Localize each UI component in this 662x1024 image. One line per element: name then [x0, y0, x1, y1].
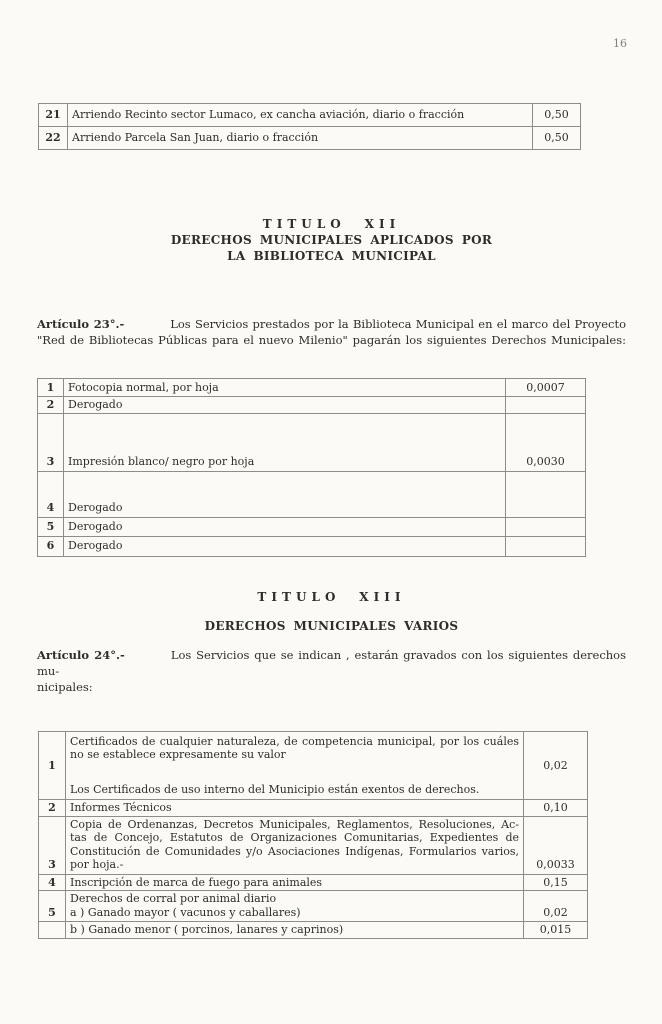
row-number: 3 [39, 816, 66, 874]
varios-table [38, 731, 588, 939]
titulo-xiii-title: TITULO XIII [257, 590, 406, 604]
row-value: 0,50 [533, 127, 581, 150]
description-line: Constitución de Comunidades y/o Asociaciones Indígenas, Formularios varios, [70, 844, 519, 858]
paragraph-line [37, 333, 626, 349]
row-description [66, 732, 524, 800]
row-value: 0,0033 [524, 816, 588, 874]
row-description: Impresión blanco/ negro por hoja [64, 413, 506, 471]
row-number: 3 [38, 413, 64, 471]
row-description: Derogado [64, 471, 506, 517]
row-number: 4 [38, 471, 64, 517]
description-column [70, 735, 519, 797]
description-line: Derechos de corral por animal diario [70, 892, 277, 905]
titulo-xiii-subtitle: DERECHOS MUNICIPALES VARIOS [204, 619, 459, 633]
table-row [39, 922, 588, 939]
row-description: Arriendo Parcela San Juan, diario o fracción [68, 127, 533, 150]
row-value: 0,0007 [506, 379, 586, 397]
row-description: Derogado [64, 397, 506, 414]
row-number: 22 [39, 127, 68, 150]
row-number: 21 [39, 104, 68, 127]
description-line: a ) Ganado mayor ( vacunos y caballares) [70, 905, 301, 919]
row-number: 1 [39, 732, 66, 800]
row-value [506, 471, 586, 517]
row-description: Fotocopia normal, por hoja [64, 379, 506, 397]
row-value: 0,50 [533, 104, 581, 127]
titulo-xii-title: TITULO XII [262, 217, 401, 231]
row-number [39, 922, 66, 939]
table-row [38, 536, 586, 556]
row-description [66, 891, 524, 922]
row-number: 2 [39, 800, 66, 817]
row-description: Inscripción de marca de fuego para animales [66, 874, 524, 891]
paragraph-line [37, 648, 626, 680]
row-number: 6 [38, 536, 64, 556]
table-row [39, 816, 588, 874]
titulo-xiii-heading [37, 589, 626, 634]
table-row [39, 891, 588, 922]
paragraph-text: nicipales: [37, 679, 93, 694]
paragraph-text: "Red de Bibliotecas Públicas para el nuevo Milenio" pagarán los siguientes Derechos Municipales: [37, 332, 626, 347]
paragraph-line [37, 317, 626, 333]
table-row [38, 471, 586, 517]
paragraph-text: Los Servicios prestados por la Biblioteca Municipal en el marco del Proyecto [170, 317, 626, 331]
row-description: Derogado [64, 536, 506, 556]
titulo-xii-subtitle-2: LA BIBLIOTECA MUNICIPAL [227, 249, 436, 263]
articulo-23-paragraph [37, 317, 626, 349]
description-lines [70, 735, 519, 762]
titulo-xii-heading [37, 216, 626, 264]
page-number: 16 [613, 37, 627, 50]
row-number: 4 [39, 874, 66, 891]
row-value [506, 397, 586, 414]
row-description: Derogado [64, 517, 506, 536]
row-value: 0,02 [524, 732, 588, 800]
row-description: b ) Ganado menor ( porcinos, lanares y caprinos) [66, 922, 524, 939]
row-description [66, 816, 524, 874]
row-value [506, 536, 586, 556]
row-value: 0,10 [524, 800, 588, 817]
row-description: Arriendo Recinto sector Lumaco, ex cancha aviación, diario o fracción [68, 104, 533, 127]
description-line: Certificados de cualquier naturaleza, de competencia municipal, por los cuáles [70, 734, 519, 748]
row-number: 1 [38, 379, 64, 397]
table-row [39, 104, 581, 127]
titulo-xii-subtitle-1: DERECHOS MUNICIPALES APLICADOS POR [170, 233, 493, 247]
description-line: no se establece expresamente su valor [70, 748, 286, 761]
description-note: Los Certificados de uso interno del Municipio están exentos de derechos. [70, 783, 480, 796]
articulo-24-paragraph [37, 648, 626, 695]
paragraph-text: Los Servicios que se indican , estarán gravados con los siguientes derechos mu- [37, 648, 626, 678]
description-line: por hoja.- [70, 858, 124, 871]
arriendo-table [38, 103, 581, 150]
row-number: 2 [38, 397, 64, 414]
table-row [39, 800, 588, 817]
row-value: 0,015 [524, 922, 588, 939]
row-number: 5 [38, 517, 64, 536]
table-row [38, 379, 586, 397]
description-line: Copia de Ordenanzas, Decretos Municipales, Reglamentos, Resoluciones, Ac- [70, 817, 519, 831]
table-row [39, 127, 581, 150]
articulo-24-label: Artículo 24°.- [37, 648, 125, 662]
row-description: Informes Técnicos [66, 800, 524, 817]
paragraph-line [37, 680, 626, 696]
row-number: 5 [39, 891, 66, 922]
table-row [39, 874, 588, 891]
articulo-23-label: Artículo 23°.- [37, 317, 125, 331]
row-value: 0,15 [524, 874, 588, 891]
table-row [38, 413, 586, 471]
row-value: 0,02 [524, 891, 588, 922]
description-line: tas de Concejo, Estatutos de Organizaciones Comunitarias, Expedientes de [70, 831, 519, 844]
row-value: 0,0030 [506, 413, 586, 471]
biblioteca-table [37, 378, 586, 557]
table-row [38, 517, 586, 536]
table-row [38, 397, 586, 414]
row-value [506, 517, 586, 536]
table-row [39, 732, 588, 800]
